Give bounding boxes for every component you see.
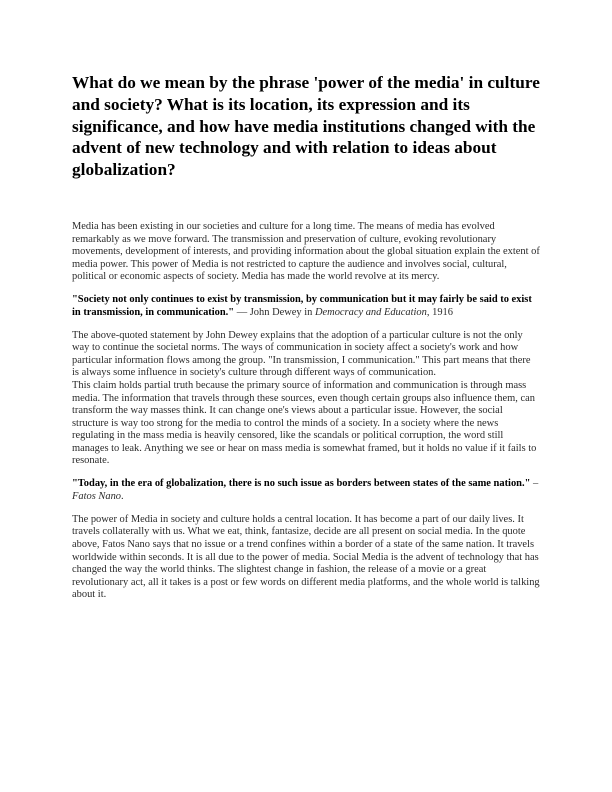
essay-title: What do we mean by the phrase 'power of the media' in culture and society? What is its location, its expression and its significance, and how have media institutions changed with the advent of new technology and with relation to ideas about globalization? <box>72 73 540 180</box>
essay-body <box>72 221 540 602</box>
nano-quote-end: . <box>121 490 124 502</box>
analysis-paragraph-1: The above-quoted statement by John Dewey explains that the adoption of a particular culture is not the only way to continue the societal norms. The ways of communication in society affect a society's work and how particular information flows among the group. "In transmission, I communication." This part means that there is always some influence in society's culture through different ways of communication. <box>72 329 531 379</box>
dewey-book-title: Democracy and Education <box>314 306 427 318</box>
intro-paragraph: Media has been existing in our societies and culture for a long time. The means of media has evolved remarkably as we move forward. The transmission and preservation of culture, evoking revolutionary movements, development of interests, and providing information about the global situation explain the extent of media power. This power of Media is not restricted to capture the audience and involves social, cultural, political or economic aspects of society. Media has made the world revolve at its mercy. <box>72 221 540 283</box>
dewey-quote-paragraph <box>72 294 540 319</box>
nano-quote-dash: – <box>530 478 539 490</box>
analysis-paragraph-2: This claim holds partial truth because the primary source of information and communication is through mass media. The information that travels through these sources, even though certain groups also influence them, can transform the way masses think. It can change one's views about a particular issue. However, the social structure is way too strong for the media to control the minds of a society. In a society where the news regulating in the mass media is heavily censored, like the scandals or political corruption, the word still manages to leak. Anything we see or hear on mass media is somewhat framed, but it holds no value if it fails to resonate. <box>72 380 537 467</box>
conclusion-paragraph: The power of Media in society and culture holds a central location. It has become a part of our daily lives. It travels collaterally with us. What we eat, think, fantasize, decide are all present on social media. In the quote above, Fatos Nano says that no issue or a trend confines within a border of a state of the same nation. It travels worldwide within seconds. It is all due to the power of media. Social Media is the advent of technology that has changed the way the world thinks. The slightest change in fashion, the release of a movie or a great revolutionary act, all it takes is a post or few words on different media platforms, and the whole world is talking about it. <box>72 513 540 601</box>
nano-quote-text: "Today, in the era of globalization, there is no such issue as borders between states of the same nation." <box>72 478 531 490</box>
nano-quote-paragraph <box>72 478 540 503</box>
dewey-quote-text: "Society not only continues to exist by transmission, by communication but it may fairly be said to exist in transmission, in communication." <box>72 294 532 318</box>
nano-quote-author: Fatos Nano <box>72 490 122 502</box>
dewey-quote-year: , 1916 <box>426 306 453 318</box>
dewey-quote-dash: — John Dewey in <box>234 306 315 318</box>
